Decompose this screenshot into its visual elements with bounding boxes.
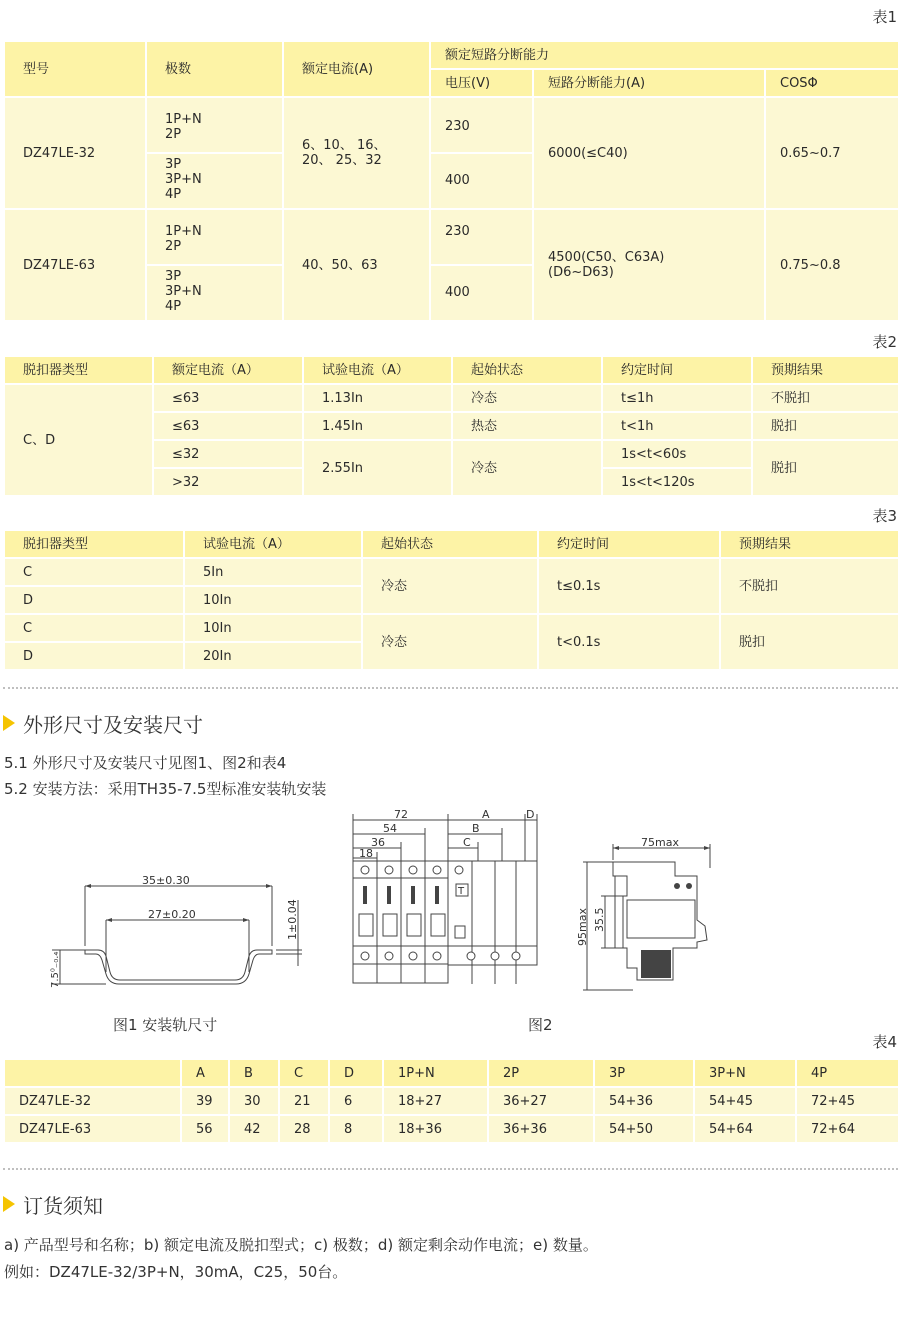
t3-header: 脱扣器类型 bbox=[4, 530, 184, 558]
t4-header bbox=[4, 1059, 181, 1087]
dim-thickness: 1±0.04 bbox=[286, 899, 299, 940]
t2-cell: ≤63 bbox=[153, 384, 303, 412]
t3-header: 约定时间 bbox=[538, 530, 720, 558]
triangle-bullet-icon bbox=[3, 715, 15, 731]
section-heading-dimensions bbox=[3, 710, 203, 736]
t4-cell: 36+36 bbox=[488, 1115, 594, 1143]
table1-caption: 表1 bbox=[872, 8, 897, 26]
t3-cell: 10In bbox=[184, 586, 362, 614]
dim-72: 72 bbox=[394, 808, 408, 821]
t4-cell: 21 bbox=[279, 1087, 329, 1115]
t2-cell: ≤63 bbox=[153, 412, 303, 440]
t4-header: 3P+N bbox=[694, 1059, 796, 1087]
t3-cell: 10In bbox=[184, 614, 362, 642]
t1-cell: 0.65~0.7 bbox=[765, 97, 899, 209]
t1-cell: 4500(C50、C63A) (D6~D63) bbox=[533, 209, 765, 321]
t3-cell: 20In bbox=[184, 642, 362, 670]
t2-cell: t≤1h bbox=[602, 384, 752, 412]
t2-header: 预期结果 bbox=[752, 356, 899, 384]
t4-cell: 56 bbox=[181, 1115, 229, 1143]
t3-cell: C bbox=[4, 558, 184, 586]
t3-cell: 不脱扣 bbox=[720, 558, 899, 614]
t3-header: 起始状态 bbox=[362, 530, 538, 558]
t3-cell: 冷态 bbox=[362, 558, 538, 614]
t2-header: 约定时间 bbox=[602, 356, 752, 384]
t4-header: 1P+N bbox=[383, 1059, 488, 1087]
t1-cell: 3P 3P+N 4P bbox=[146, 265, 283, 321]
figure1-caption: 图1 安装轨尺寸 bbox=[113, 1016, 218, 1034]
t4-header: 2P bbox=[488, 1059, 594, 1087]
t4-cell: 18+27 bbox=[383, 1087, 488, 1115]
t1-cell: 0.75~0.8 bbox=[765, 209, 899, 321]
t2-cell: 1s<t<60s bbox=[602, 440, 752, 468]
dim-width: 75max bbox=[641, 836, 679, 849]
t2-cell: ≤32 bbox=[153, 440, 303, 468]
t4-cell: 54+50 bbox=[594, 1115, 694, 1143]
t1-header-cos: COSΦ bbox=[765, 69, 899, 97]
t1-header-poles: 极数 bbox=[146, 41, 283, 97]
triangle-bullet-icon bbox=[3, 1196, 15, 1212]
t4-header: 3P bbox=[594, 1059, 694, 1087]
table4-caption: 表4 bbox=[872, 1033, 897, 1051]
t2-header: 起始状态 bbox=[452, 356, 602, 384]
dim-18: 18 bbox=[359, 847, 373, 860]
table3 bbox=[3, 529, 900, 671]
t1-cell: 400 bbox=[430, 153, 533, 209]
dim-depth: 7.5⁰₋₀.₄ bbox=[50, 951, 61, 988]
t4-header: B bbox=[229, 1059, 279, 1087]
section-heading-ordering bbox=[3, 1191, 103, 1217]
t3-cell: 脱扣 bbox=[720, 614, 899, 670]
t4-cell: 42 bbox=[229, 1115, 279, 1143]
t2-cell: 2.55In bbox=[303, 440, 452, 496]
section-title: 订货须知 bbox=[23, 1193, 103, 1218]
t4-cell: DZ47LE-32 bbox=[4, 1087, 181, 1115]
t2-cell: C、D bbox=[4, 384, 153, 496]
t4-cell: DZ47LE-63 bbox=[4, 1115, 181, 1143]
t3-cell: D bbox=[4, 586, 184, 614]
t1-cell: 3P 3P+N 4P bbox=[146, 153, 283, 209]
dim-c: C bbox=[463, 836, 471, 849]
t1-header-current: 额定电流(A) bbox=[283, 41, 430, 97]
t2-cell: 不脱扣 bbox=[752, 384, 899, 412]
dotted-divider bbox=[3, 687, 898, 689]
t4-cell: 8 bbox=[329, 1115, 383, 1143]
t2-header: 试验电流（A） bbox=[303, 356, 452, 384]
t1-header-breaking: 额定短路分断能力 bbox=[430, 41, 899, 69]
dim-d: D bbox=[526, 808, 535, 821]
t1-cell: DZ47LE-32 bbox=[4, 97, 146, 209]
t2-cell: 1s<t<120s bbox=[602, 468, 752, 496]
table3-caption: 表3 bbox=[872, 507, 897, 525]
t2-cell: 1.13In bbox=[303, 384, 452, 412]
t4-cell: 54+64 bbox=[694, 1115, 796, 1143]
t1-cell: 6、10、 16、 20、 25、32 bbox=[283, 97, 430, 209]
t1-cell: 6000(≤C40) bbox=[533, 97, 765, 209]
t4-cell: 39 bbox=[181, 1087, 229, 1115]
dim-36: 36 bbox=[371, 836, 385, 849]
t4-cell: 72+64 bbox=[796, 1115, 899, 1143]
t1-header-voltage: 电压(V) bbox=[430, 69, 533, 97]
din-rail-drawing bbox=[40, 860, 320, 1000]
t2-header: 脱扣器类型 bbox=[4, 356, 153, 384]
t4-cell: 54+45 bbox=[694, 1087, 796, 1115]
t3-cell: C bbox=[4, 614, 184, 642]
dim-outer-width: 35±0.30 bbox=[142, 874, 190, 887]
dim-height-35: 35.5 bbox=[593, 907, 606, 932]
t1-cell: 40、50、63 bbox=[283, 209, 430, 321]
t2-cell: t<1h bbox=[602, 412, 752, 440]
t1-cell: 400 bbox=[430, 265, 533, 321]
t3-header: 试验电流（A） bbox=[184, 530, 362, 558]
t4-cell: 6 bbox=[329, 1087, 383, 1115]
t2-cell: 1.45In bbox=[303, 412, 452, 440]
t1-header-sc: 短路分断能力(A) bbox=[533, 69, 765, 97]
t2-cell: >32 bbox=[153, 468, 303, 496]
t1-cell: 1P+N 2P bbox=[146, 209, 283, 265]
dim-a: A bbox=[482, 808, 490, 821]
section-title: 外形尺寸及安装尺寸 bbox=[23, 712, 203, 737]
t1-cell: 1P+N 2P bbox=[146, 97, 283, 153]
t1-cell: DZ47LE-63 bbox=[4, 209, 146, 321]
t1-cell: 230 bbox=[430, 209, 533, 265]
dotted-divider bbox=[3, 1168, 898, 1170]
t4-cell: 30 bbox=[229, 1087, 279, 1115]
t3-cell: 冷态 bbox=[362, 614, 538, 670]
t3-cell: 5In bbox=[184, 558, 362, 586]
t3-cell: t≤0.1s bbox=[538, 558, 720, 614]
t4-cell: 54+36 bbox=[594, 1087, 694, 1115]
paragraph: 5.2 安装方法：采用TH35-7.5型标准安装轨安装 bbox=[4, 780, 327, 798]
paragraph: a) 产品型号和名称；b) 额定电流及脱扣型式；c) 极数；d) 额定剩余动作电流；e) 数量。 bbox=[4, 1236, 598, 1254]
t2-cell: 热态 bbox=[452, 412, 602, 440]
t4-cell: 72+45 bbox=[796, 1087, 899, 1115]
t2-cell: 冷态 bbox=[452, 440, 602, 496]
t4-cell: 36+27 bbox=[488, 1087, 594, 1115]
table2-caption: 表2 bbox=[872, 333, 897, 351]
breaker-side-drawing bbox=[575, 830, 720, 1000]
dim-b: B bbox=[472, 822, 480, 835]
test-button-label: T bbox=[458, 886, 465, 897]
t4-cell: 18+36 bbox=[383, 1115, 488, 1143]
t2-header: 额定电流（A） bbox=[153, 356, 303, 384]
t4-header: C bbox=[279, 1059, 329, 1087]
table4 bbox=[3, 1058, 900, 1144]
table1 bbox=[3, 40, 900, 322]
t4-header: A bbox=[181, 1059, 229, 1087]
t2-cell: 冷态 bbox=[452, 384, 602, 412]
paragraph: 5.1 外形尺寸及安装尺寸见图1、图2和表4 bbox=[4, 754, 287, 772]
t2-cell: 脱扣 bbox=[752, 412, 899, 440]
t3-cell: D bbox=[4, 642, 184, 670]
t3-header: 预期结果 bbox=[720, 530, 899, 558]
t1-cell: 230 bbox=[430, 97, 533, 153]
t3-cell: t<0.1s bbox=[538, 614, 720, 670]
table2 bbox=[3, 355, 900, 497]
dim-54: 54 bbox=[383, 822, 397, 835]
paragraph: 例如：DZ47LE-32/3P+N，30mA，C25，50台。 bbox=[4, 1263, 348, 1281]
dim-inner-width: 27±0.20 bbox=[148, 908, 196, 921]
t4-header: D bbox=[329, 1059, 383, 1087]
dim-height: 95max bbox=[576, 908, 589, 946]
t2-cell: 脱扣 bbox=[752, 440, 899, 496]
t1-header-model: 型号 bbox=[4, 41, 146, 97]
t4-cell: 28 bbox=[279, 1115, 329, 1143]
breaker-front-drawing bbox=[345, 806, 550, 991]
t4-header: 4P bbox=[796, 1059, 899, 1087]
figure2-caption: 图2 bbox=[528, 1016, 553, 1034]
